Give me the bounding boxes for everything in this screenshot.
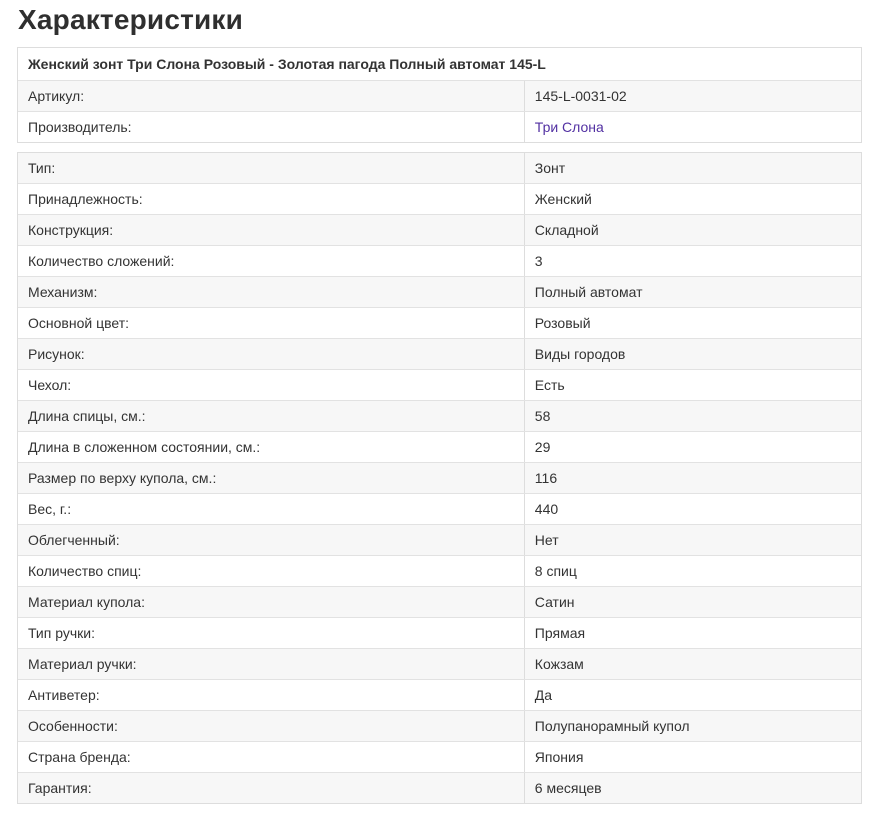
spec-label: Количество спиц:	[28, 563, 142, 579]
spec-value: Полупанорамный купол	[524, 711, 861, 741]
spec-label: Конструкция:	[28, 222, 114, 238]
tables-wrap	[17, 47, 862, 804]
table-row-type	[18, 153, 861, 183]
spec-label: Размер по верху купола, см.:	[28, 470, 217, 486]
spec-label: Длина спицы, см.:	[28, 408, 146, 424]
manufacturer-link[interactable]: Три Слона	[534, 119, 604, 135]
spec-value: Нет	[524, 525, 861, 555]
table-row-antiwind	[18, 679, 861, 710]
spec-value: Полный автомат	[524, 277, 861, 307]
spec-label: Антиветер:	[28, 687, 100, 703]
table-row-folded-length	[18, 431, 861, 462]
spec-value: Прямая	[524, 618, 861, 648]
spec-value-cell	[524, 112, 861, 142]
spec-value: 3	[524, 246, 861, 276]
spec-label: Особенности:	[28, 718, 118, 734]
table-row-article	[18, 80, 861, 111]
spec-value: 116	[524, 463, 861, 493]
table-row-warranty	[18, 772, 861, 803]
table-row-pattern	[18, 338, 861, 369]
spec-value: Есть	[524, 370, 861, 400]
spec-value: 145-L-0031-02	[524, 81, 861, 111]
table-row-dome-size	[18, 462, 861, 493]
table-row-features	[18, 710, 861, 741]
table-row-spoke-length	[18, 400, 861, 431]
spec-value: Сатин	[524, 587, 861, 617]
table-row-color	[18, 307, 861, 338]
product-title: Женский зонт Три Слона Розовый - Золотая пагода Полный автомат 145-L	[28, 56, 546, 72]
spec-value: 29	[524, 432, 861, 462]
spec-value: 8 спиц	[524, 556, 861, 586]
spec-label: Материал купола:	[28, 594, 145, 610]
spec-value: Складной	[524, 215, 861, 245]
spec-label: Тип:	[28, 160, 56, 176]
spec-value: 440	[524, 494, 861, 524]
spec-label: Гарантия:	[28, 780, 92, 796]
spec-value: Женский	[524, 184, 861, 214]
spec-label: Облегченный:	[28, 532, 120, 548]
spec-value: Япония	[524, 742, 861, 772]
spec-label: Принадлежность:	[28, 191, 143, 207]
table-row-manufacturer	[18, 111, 861, 142]
spec-value: Зонт	[524, 153, 861, 183]
table-row-case	[18, 369, 861, 400]
spec-value: Розовый	[524, 308, 861, 338]
spec-label: Количество сложений:	[28, 253, 175, 269]
specs-table	[17, 152, 862, 804]
table-row-lightweight	[18, 524, 861, 555]
spec-label: Чехол:	[28, 377, 72, 393]
table-row-weight	[18, 493, 861, 524]
product-table	[17, 47, 862, 143]
spec-label: Основной цвет:	[28, 315, 129, 331]
table-row-folds	[18, 245, 861, 276]
table-row-gender	[18, 183, 861, 214]
spec-label: Производитель:	[28, 119, 132, 135]
product-header-row	[18, 48, 861, 80]
spec-value: 6 месяцев	[524, 773, 861, 803]
spec-value: Виды городов	[524, 339, 861, 369]
spec-label: Материал ручки:	[28, 656, 137, 672]
table-row-handle-material	[18, 648, 861, 679]
page-title: Характеристики	[18, 4, 244, 35]
spec-label: Механизм:	[28, 284, 98, 300]
spec-label: Рисунок:	[28, 346, 85, 362]
spec-label: Тип ручки:	[28, 625, 95, 641]
spec-label: Длина в сложенном состоянии, см.:	[28, 439, 261, 455]
table-row-handle-type	[18, 617, 861, 648]
spec-label: Артикул:	[28, 88, 85, 104]
table-row-spokes-count	[18, 555, 861, 586]
spec-value: Кожзам	[524, 649, 861, 679]
spec-value: Да	[524, 680, 861, 710]
spec-label: Вес, г.:	[28, 501, 72, 517]
spec-label: Страна бренда:	[28, 749, 131, 765]
table-row-brand-country	[18, 741, 861, 772]
spec-value: 58	[524, 401, 861, 431]
table-row-mechanism	[18, 276, 861, 307]
table-row-dome-material	[18, 586, 861, 617]
table-row-construction	[18, 214, 861, 245]
